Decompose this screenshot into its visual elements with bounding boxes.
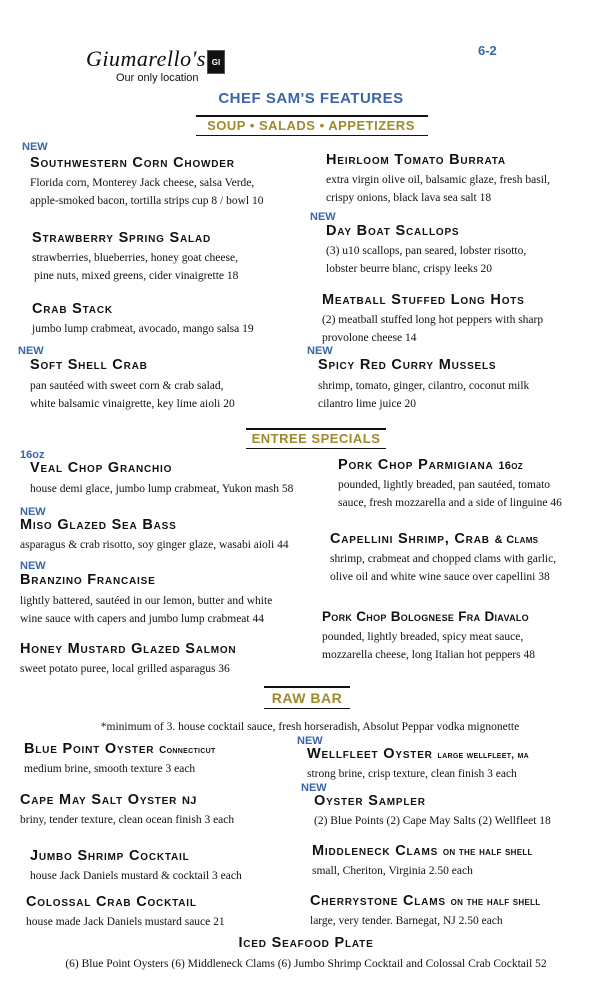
desc-line: shrimp, crabmeat and chopped clams with garlic, [330,553,557,565]
desc-line: briny, tender texture, clean ocean finish 3 each [20,814,235,826]
item-name-crabstack: Crab Stack [32,301,113,317]
desc-line: olive oil and white wine sauce over capellini 38 [330,571,550,583]
item-name-salad: Strawberry Spring Salad [32,230,211,246]
item-desc-iced [14,955,598,973]
item-name-wellfleet [307,746,529,762]
new-badge: NEW [301,782,327,794]
item-name-bolognese: Pork Chop Bolognese Fra Diavalo [322,609,529,624]
item-name-text: Cape May Salt Oyster [20,792,178,808]
item-origin: large wellfleet, ma [437,750,529,761]
item-desc-scallops [326,242,526,278]
section-title-soup: SOUP • SALADS • APPETIZERS [207,118,415,133]
item-name-cherrystone [310,893,540,909]
item-desc-mussels [318,377,529,413]
page-title: CHEF SAM'S FEATURES [218,90,404,107]
item-name-branzino: Branzino Francaise [20,572,156,588]
raw-bar-note: *minimum of 3. house cocktail sauce, fresh horseradish, Absolut Peppar vodka mignonette [100,721,520,733]
item-desc-bluepoint [24,760,195,778]
new-badge: NEW [297,735,323,747]
item-name-middleneck [312,843,533,859]
item-name-vealchop: Veal Chop Granchio [30,460,173,476]
desc-line: pine nuts, mixed greens, cider vinaigrette 18 [34,270,239,282]
item-name-mussels: Spicy Red Curry Mussels [318,357,497,373]
desc-line: lobster beurre blanc, crispy leeks 20 [326,263,493,275]
item-desc-crabstack [32,320,254,338]
item-desc-seabass [20,536,289,554]
desc-line: extra virgin olive oil, balsamic glaze, fresh basil, [326,174,550,186]
item-name-longhots: Meatball Stuffed Long Hots [322,292,525,308]
item-name-text: Cherrystone Clams [310,893,446,909]
item-name-text: Wellfleet Oyster [307,746,433,762]
desc-line: small, Cheriton, Virginia 2.50 each [312,865,473,877]
new-badge: NEW [20,560,46,572]
desc-line: white balsamic vinaigrette, key lime aioli 20 [30,398,235,410]
section-rule-top [196,115,428,117]
item-size: 16oz [498,460,523,472]
size-badge: 16oz [20,449,45,461]
desc-line: house made Jack Daniels mustard sauce 21 [26,916,225,928]
item-name-bluepoint [24,741,216,757]
desc-line: wine sauce with capers and jumbo lump crabmeat 44 [20,613,264,625]
item-origin: NJ [182,795,197,807]
desc-line: medium brine, smooth texture 3 each [24,763,196,775]
item-desc-capemay [20,811,234,829]
desc-line: crispy onions, black lava sea salt 18 [326,192,492,204]
logo-tagline: Our only location [116,72,199,84]
desc-line: Florida corn, Monterey Jack cheese, salsa Verde, [30,177,255,189]
desc-line: (3) u10 scallops, pan seared, lobster risotto, [326,245,527,257]
desc-line: house Jack Daniels mustard & cocktail 3 each [30,870,242,882]
item-name-softshell: Soft Shell Crab [30,357,148,373]
item-desc-cherrystone [310,912,503,930]
item-desc-porkparm [338,476,562,512]
section-rule-bottom [264,708,350,709]
item-name-sampler: Oyster Sampler [314,793,426,809]
item-desc-bolognese [322,628,535,664]
item-desc-burrata [326,171,550,207]
item-name-crabcocktail: Colossal Crab Cocktail [26,894,197,910]
desc-line: strawberries, blueberries, honey goat cheese, [32,252,238,264]
item-name-text: Pork Chop Parmigiana [338,457,494,473]
item-name-suffix: & Clams [494,534,539,546]
item-note: on the half shell [442,846,533,858]
logo-mark-icon: GI [207,50,225,74]
section-rule-top [264,686,350,688]
item-name-salmon: Honey Mustard Glazed Salmon [20,641,237,657]
item-desc-capellini [330,550,556,586]
page-number: 6-2 [478,43,497,58]
item-name-chowder: Southwestern Corn Chowder [30,155,235,171]
item-desc-chowder [30,174,263,210]
section-rule-bottom [196,135,428,136]
item-desc-branzino [20,592,272,628]
item-name-capemay [20,792,197,808]
item-desc-shrimpcocktail [30,867,242,885]
logo [86,46,216,86]
desc-line: shrimp, tomato, ginger, cilantro, coconut milk [318,380,530,392]
new-badge: NEW [20,506,46,518]
desc-line: large, very tender. Barnegat, NJ 2.50 each [310,915,503,927]
desc-line: pan sautéed with sweet corn & crab salad, [30,380,224,392]
desc-line: house demi glace, jumbo lump crabmeat, Yukon mash 58 [30,483,294,495]
desc-line: sweet potato puree, local grilled asparagus 36 [20,663,230,675]
desc-line: apple-smoked bacon, tortilla strips cup 8 / bowl 10 [30,195,264,207]
item-desc-wellfleet [307,765,517,783]
desc-line: jumbo lump crabmeat, avocado, mango salsa 19 [32,323,254,335]
desc-line: asparagus & crab risotto, soy ginger glaze, wasabi aioli 44 [20,539,289,551]
desc-line: mozzarella cheese, long Italian hot peppers 48 [322,649,535,661]
desc-line: pounded, lightly breaded, spicy meat sauce, [322,631,524,643]
section-rule-top [246,428,386,430]
item-name-text: Capellini Shrimp, Crab [330,531,490,547]
item-desc-crabcocktail [26,913,225,931]
item-name-seabass: Miso Glazed Sea Bass [20,517,177,533]
item-note: on the half shell [450,896,541,908]
section-rule-bottom [246,448,386,449]
desc-line: pounded, lightly breaded, pan sautéed, tomato [338,479,551,491]
item-name-text: Blue Point Oyster [24,741,155,757]
desc-line: (2) meatball stuffed long hot peppers with sharp [322,314,544,326]
item-desc-middleneck [312,862,473,880]
desc-line: provolone cheese 14 [322,332,417,344]
item-desc-softshell [30,377,235,413]
desc-line: strong brine, crisp texture, clean finish 3 each [307,768,517,780]
new-badge: NEW [310,211,336,223]
item-desc-salmon [20,660,230,678]
item-name-iced: Iced Seafood Plate [238,935,374,951]
item-desc-sampler [314,812,551,830]
desc-line: sauce, fresh mozzarella and a side of linguine 46 [338,497,562,509]
item-name-capellini [330,531,538,547]
desc-line: (6) Blue Point Oysters (6) Middleneck Clams (6) Jumbo Shrimp Cocktail and Colossal Crab Cocktail 52 [65,958,547,970]
desc-line: (2) Blue Points (2) Cape May Salts (2) Wellfleet 18 [314,815,551,827]
item-origin: Connecticut [159,745,216,756]
item-name-scallops: Day Boat Scallops [326,223,460,239]
new-badge: NEW [307,345,333,357]
section-title-raw: RAW BAR [271,690,343,706]
desc-line: cilantro lime juice 20 [318,398,417,410]
logo-script: Giumarello's [86,46,206,71]
item-desc-longhots [322,311,543,347]
item-desc-salad [32,249,238,285]
section-title-entree: ENTREE SPECIALS [251,431,381,446]
item-name-text: Middleneck Clams [312,843,439,859]
item-name-shrimpcocktail: Jumbo Shrimp Cocktail [30,848,190,864]
new-badge: NEW [22,141,48,153]
item-desc-vealchop [30,480,293,498]
new-badge: NEW [18,345,44,357]
item-name-porkparm [338,457,523,473]
item-name-burrata: Heirloom Tomato Burrata [326,152,506,168]
desc-line: lightly battered, sautéed in our lemon, butter and white [20,595,273,607]
